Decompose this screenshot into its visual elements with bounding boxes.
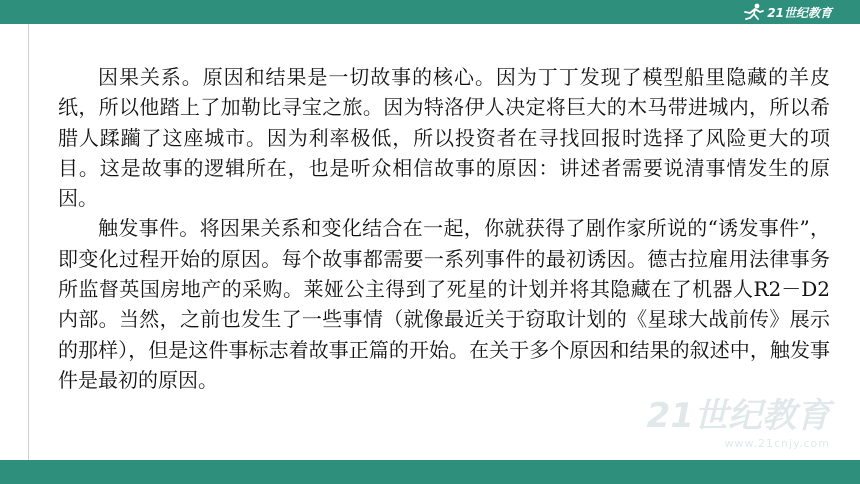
runner-icon [742,3,764,21]
brand-logo [742,2,832,22]
watermark-url: www.21cnjy.com [724,437,830,450]
paragraph-inciting-incident: 触发事件。将因果关系和变化结合在一起，你就获得了剧作家所说的“诱发事件”，即变化过程开始的原因。每个故事都需要一系列事件的最初诱因。德古拉雇用法律事务所监督英国房地产的采购。莱娅公主得到了死星的计划并将其隐藏在了机器人R2－D2内部。当然，之前也发生了一些事情（就像最近关于窃取计划的《星球大战前传》展示的那样），但是这件事标志着故事正篇的开始。在关于多个原因和结果的叙述中，触发事件是最初的原因。 [58,216,830,392]
left-divider [28,24,29,460]
article-body [58,62,830,395]
header-bar [0,0,860,24]
footer-bar [0,460,860,484]
watermark [647,388,830,450]
logo-text: 21世纪教育 [767,5,832,20]
watermark-main: 21世纪教育 [646,396,830,436]
paragraph-cause-effect: 因果关系。原因和结果是一切故事的核心。因为丁丁发现了模型船里隐藏的羊皮纸，所以他踏上了加勒比寻宝之旅。因为特洛伊人决定将巨大的木马带进城内，所以希腊人蹂躏了这座城市。因为利率极低，所以投资者在寻找回报时选择了风险更大的项目。这是故事的逻辑所在，也是听众相信故事的原因：讲述者需要说清事情发生的原因。 [58,65,830,211]
